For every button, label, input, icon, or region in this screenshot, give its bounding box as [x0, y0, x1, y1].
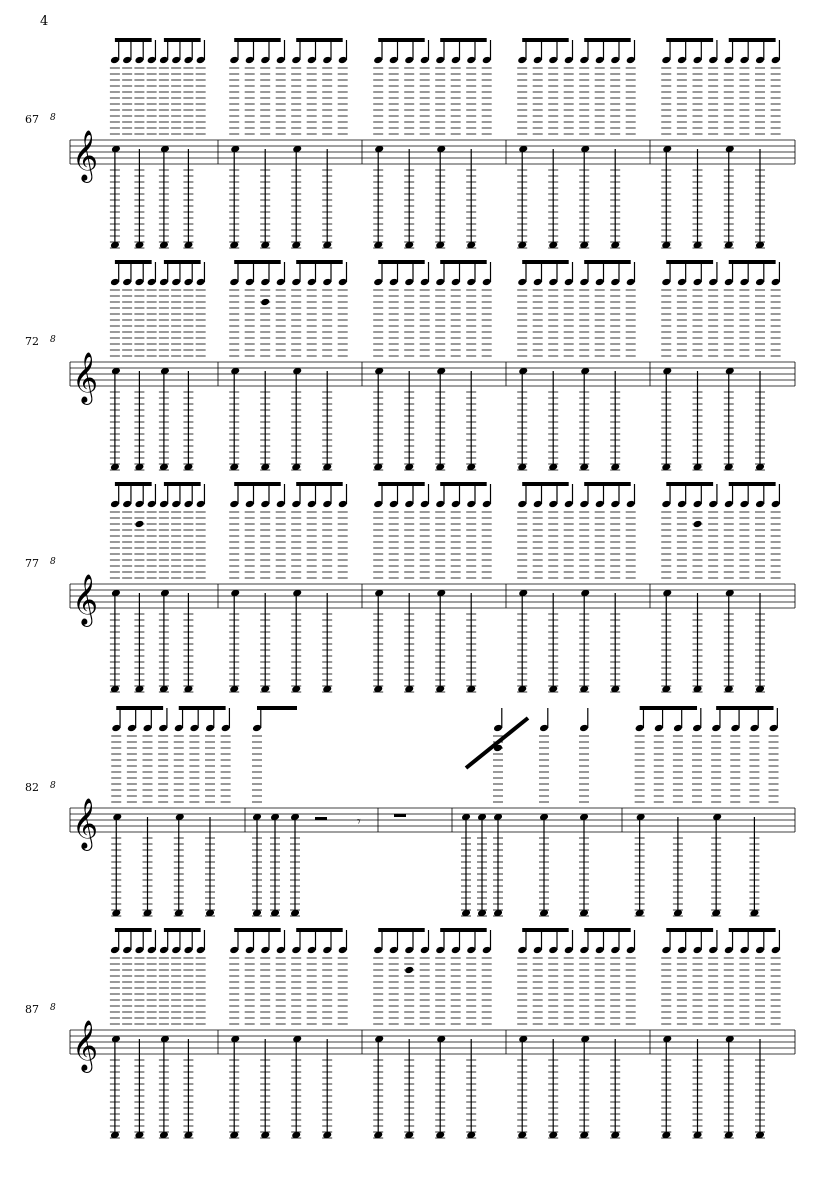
staff-system [25, 262, 795, 471]
treble-clef-icon: 𝄞 [72, 574, 99, 625]
note-head [404, 966, 414, 975]
octave-marking: 8 [50, 781, 56, 791]
treble-clef-icon: 𝄞 [72, 352, 99, 403]
note-head [134, 520, 144, 529]
staff-system [25, 40, 795, 249]
eighth-rest-icon: 𝄾 [357, 814, 361, 830]
staff-system [25, 484, 795, 693]
measure-number: 77 [25, 557, 39, 570]
measure-number: 87 [25, 1003, 39, 1016]
octave-marking: 8 [50, 113, 56, 123]
note-head [693, 520, 703, 529]
whole-rest-icon [394, 814, 406, 817]
treble-clef-icon: 𝄞 [72, 798, 99, 849]
staff-system [25, 930, 795, 1139]
measure-number: 67 [25, 113, 39, 126]
treble-clef-icon: 𝄞 [72, 1020, 99, 1071]
octave-marking: 8 [50, 557, 56, 567]
octave-marking: 8 [50, 335, 56, 345]
half-rest-icon [315, 817, 327, 820]
measure-number: 82 [25, 781, 39, 794]
page-number: 4 [40, 14, 49, 29]
treble-clef-icon: 𝄞 [72, 130, 99, 181]
note-head [260, 298, 270, 307]
octave-marking: 8 [50, 1003, 56, 1013]
staff-system [25, 708, 795, 917]
measure-number: 72 [25, 335, 39, 348]
